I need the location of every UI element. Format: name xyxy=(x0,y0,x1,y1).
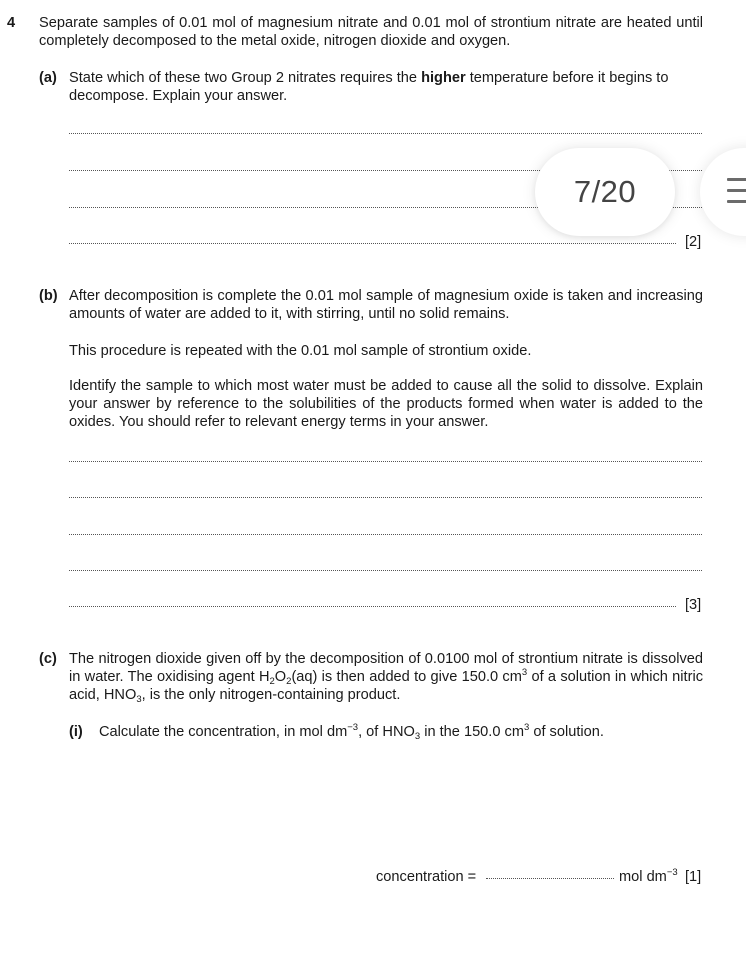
part-c-i-prompt xyxy=(99,723,703,741)
part-b-para3: Identify the sample to which most water must be added to cause all the solid to dissolve. Explain your answer by reference to the solubilities of the products formed when water is added to the oxides. You should refer to relevant energy terms in your answer. xyxy=(69,378,703,430)
concentration-unit xyxy=(619,868,678,886)
part-a-text-before: State which of these two Group 2 nitrates requires the xyxy=(69,70,422,86)
concentration-label: concentration = xyxy=(376,869,477,885)
question-intro: Separate samples of 0.01 mol of magnesium nitrate and 0.01 mol of strontium nitrate are heated until completely decomposed to the metal oxide, nitrogen dioxide and oxygen. xyxy=(39,15,703,49)
part-c-t1: The nitrogen dioxide given off by the decomposition of 0.0100 mol of strontium nitrate is dissolved in water. The oxidising agent H xyxy=(69,651,703,685)
part-b-para1: After decomposition is complete the 0.01 mol sample of magnesium oxide is taken and increasing amounts of water are added to it, with stirring, until no solid remains. xyxy=(69,288,703,322)
question-number: 4 xyxy=(7,15,16,31)
part-c-i-label: (i) xyxy=(69,724,83,740)
part-c-t1-d: , is the only nitrogen-containing product. xyxy=(141,687,401,703)
part-c-t1-c: of a solution in which nitric acid, HNO xyxy=(69,669,703,703)
page-indicator-text: 7/20 xyxy=(573,174,637,209)
part-c-i-t2-sub: 3 xyxy=(414,731,421,742)
part-b-para2: This procedure is repeated with the 0.01 mol sample of strontium oxide. xyxy=(69,343,532,359)
answer-line-b3[interactable] xyxy=(69,534,702,535)
answer-line-b5[interactable] xyxy=(69,606,676,607)
answer-line-b1[interactable] xyxy=(69,461,702,462)
part-c-i-t4: of solution. xyxy=(529,724,604,740)
part-c-i-t1: Calculate the concentration, in mol dm xyxy=(99,724,348,740)
answer-line-a4[interactable] xyxy=(69,243,676,244)
part-b-label: (b) xyxy=(39,288,58,304)
part-c-t1-sub1: 2 xyxy=(269,676,275,687)
answer-line-b2[interactable] xyxy=(69,497,702,498)
part-c-label: (c) xyxy=(39,651,57,667)
part-a-prompt xyxy=(69,69,703,105)
part-c-t1-sub2: 2 xyxy=(286,676,292,687)
part-a-label: (a) xyxy=(39,70,57,86)
part-a-marks: [2] xyxy=(685,234,702,250)
part-c-t1-b: (aq) is then added to give 150.0 cm xyxy=(291,669,522,685)
part-b-marks: [3] xyxy=(685,597,702,613)
part-c-t1-sub3: 3 xyxy=(136,694,142,705)
part-c-t1-mid: O xyxy=(274,669,287,685)
part-c-i-t2: , of HNO xyxy=(358,724,415,740)
concentration-unit-text: mol dm xyxy=(619,869,667,885)
part-c-prompt xyxy=(69,650,703,704)
page-indicator[interactable] xyxy=(535,148,675,236)
part-c-marks: [1] xyxy=(685,869,702,885)
part-c-t1-sup: 3 xyxy=(521,667,528,678)
part-c-i-t3: in the 150.0 cm xyxy=(420,724,524,740)
answer-line-a1[interactable] xyxy=(69,133,702,134)
part-a-text-after: temperature before it begins to decompose. Explain your answer. xyxy=(69,70,669,104)
answer-line-b4[interactable] xyxy=(69,570,702,571)
concentration-answer-line[interactable] xyxy=(486,878,614,879)
part-c-i-t1-sup: −3 xyxy=(347,722,359,733)
hamburger-menu-icon[interactable] xyxy=(727,178,746,204)
part-a-text-bold: higher xyxy=(421,70,466,86)
part-c-i-t3-sup: 3 xyxy=(523,722,530,733)
concentration-unit-sup: −3 xyxy=(666,867,678,878)
